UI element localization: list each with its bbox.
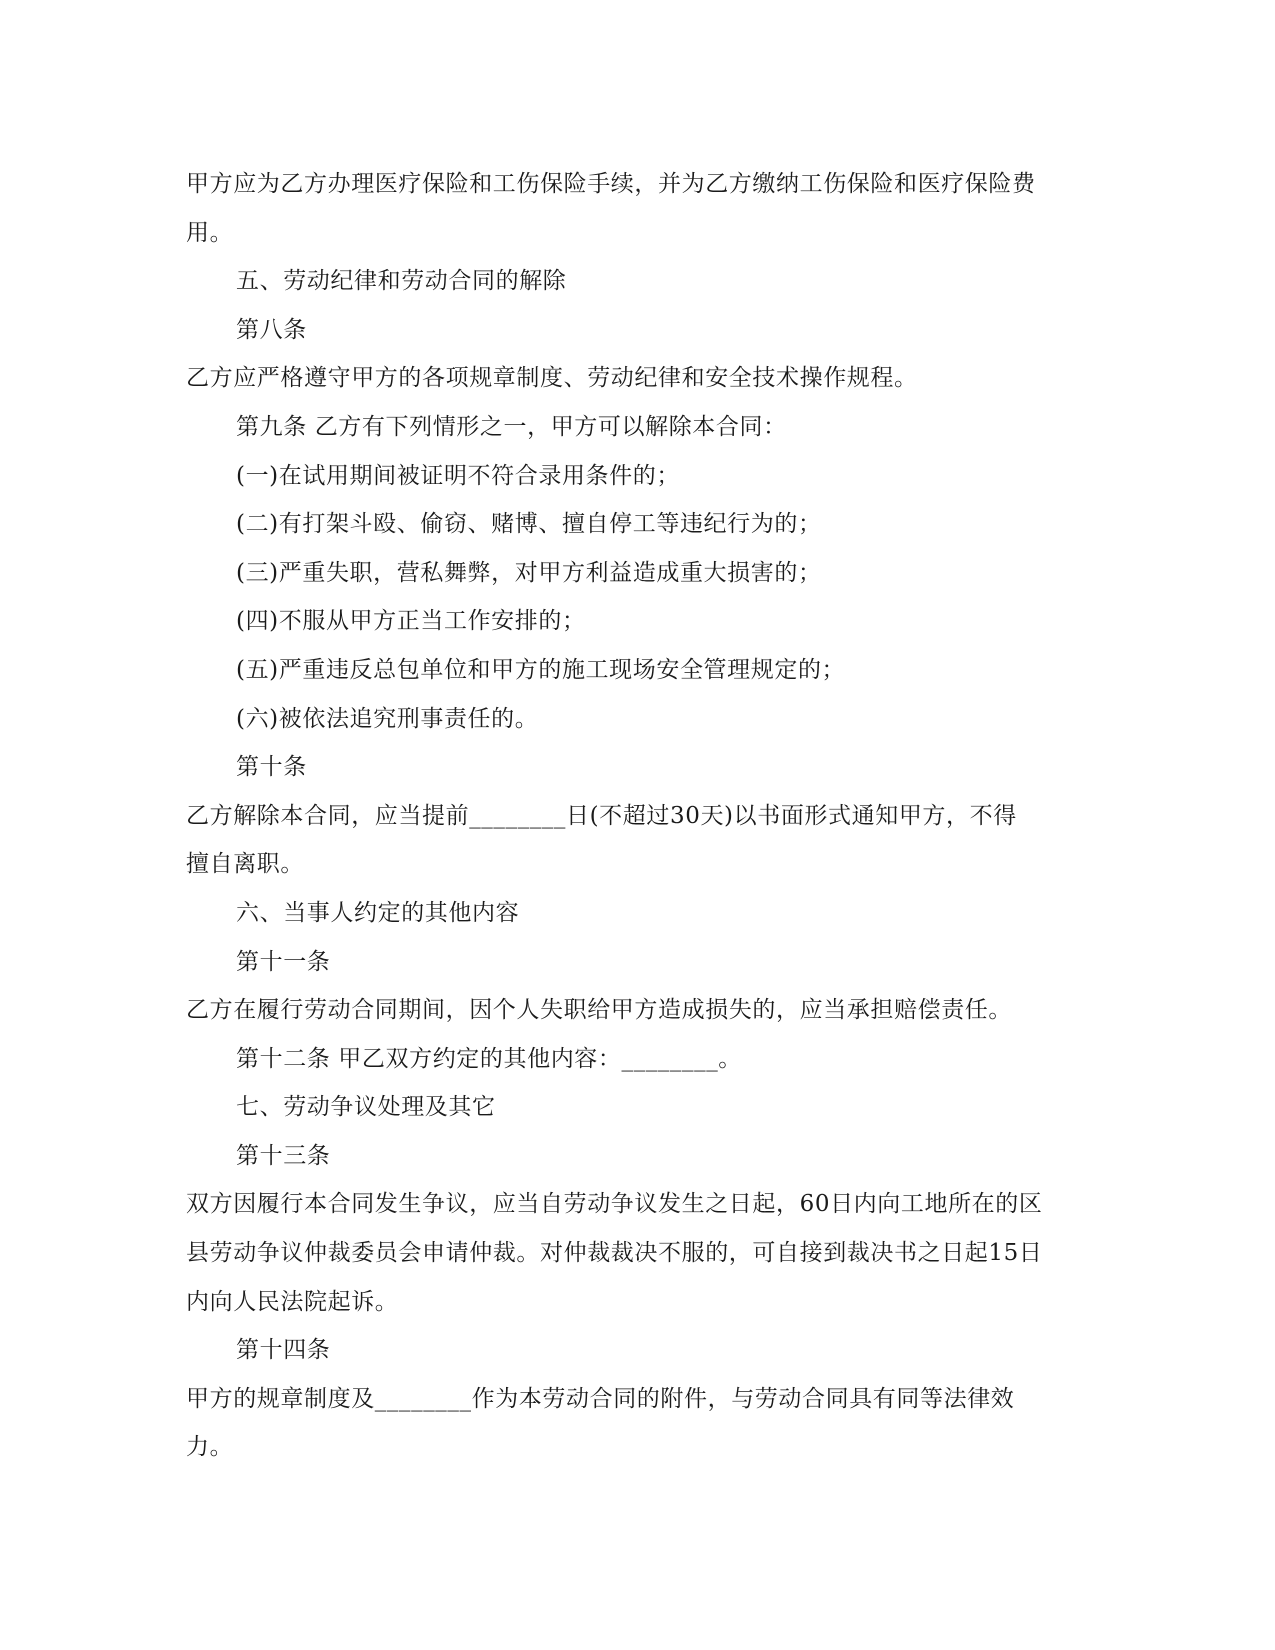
section-heading: 七、劳动争议处理及其它 [236,1094,496,1121]
text-line: 内向人民法院起诉。 [186,1288,399,1315]
list-item: (三)严重失职，营私舞弊，对甲方利益造成重大损害的； [236,559,822,586]
list-item: (一)在试用期间被证明不符合录用条件的； [236,462,680,489]
section-heading: 六、当事人约定的其他内容 [236,899,520,926]
list-item: (二)有打架斗殴、偷窃、赌博、擅自停工等违纪行为的； [236,511,822,538]
article-heading: 第十二条 甲乙双方约定的其他内容：________。 [236,1045,742,1072]
text-line: 用。 [186,219,234,246]
list-item: (六)被依法追究刑事责任的。 [236,705,539,732]
document-body [186,160,1086,1472]
text-line: 乙方应严格遵守甲方的各项规章制度、劳动纪律和安全技术操作规程。 [186,365,918,392]
article-heading: 第十一条 [236,948,331,975]
text-line: 乙方解除本合同，应当提前________日(不超过30天)以书面形式通知甲方，不得 [186,802,1017,829]
article-heading: 第十条 [236,754,307,781]
article-heading: 第十三条 [236,1142,331,1169]
text-line: 县劳动争议仲裁委员会申请仲裁。对仲裁裁决不服的，可自接到裁决书之日起15日 [186,1240,1043,1267]
text-line: 甲方的规章制度及________作为本劳动合同的附件，与劳动合同具有同等法律效 [186,1385,1015,1412]
text-line: 甲方应为乙方办理医疗保险和工伤保险手续，并为乙方缴纳工伤保险和医疗保险费 [186,171,1036,197]
text-line: 乙方在履行劳动合同期间，因个人失职给甲方造成损失的，应当承担赔偿责任。 [186,997,1012,1024]
list-item: (四)不服从甲方正当工作安排的； [236,608,586,635]
article-heading: 第十四条 [236,1337,331,1364]
article-heading: 第九条 乙方有下列情形之一，甲方可以解除本合同： [236,413,787,440]
text-line: 擅自离职。 [186,851,304,878]
text-line: 力。 [186,1434,234,1461]
list-item: (五)严重违反总包单位和甲方的施工现场安全管理规定的； [236,656,846,683]
article-heading: 第八条 [236,316,307,343]
text-line: 双方因履行本合同发生争议，应当自劳动争议发生之日起，60日内向工地所在的区 [186,1191,1043,1218]
section-heading: 五、劳动纪律和劳动合同的解除 [236,268,567,295]
